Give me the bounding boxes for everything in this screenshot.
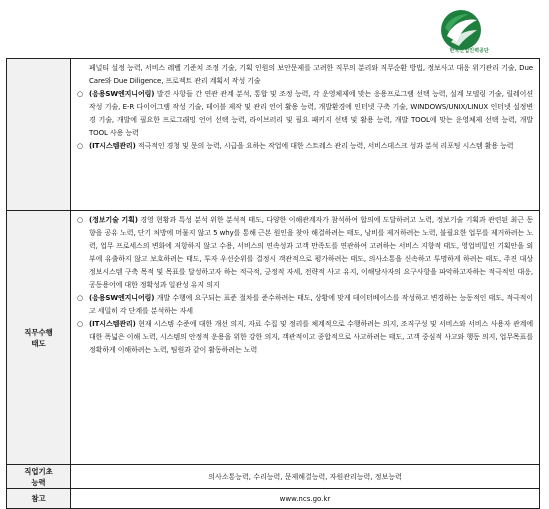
bullet-heading: (IT시스템관리): [89, 142, 136, 150]
bullet-mark: ○: [77, 216, 84, 224]
bullet-heading: (응용SW엔지니어링): [89, 294, 155, 302]
bullet-heading: (정보기술 기획): [89, 216, 138, 224]
table-row: [7, 489, 540, 509]
row-label-reference: 참고: [7, 489, 71, 509]
logo-text: 한국산업인력공단: [449, 48, 489, 54]
bullet-text: 현재 시스템 수준에 대한 개선 의지, 자료 수집 및 정리를 체계적으로 수행하려는 의지, 조직구성 및 서비스와 서비스 사용자 관계에 대한 폭넓은 이해 노력, 시스템의 안정적 운용을 위한 강한 의지, 객관적이고 종합적으로 사고하려는 태도, 고객 중심적 사고와 행동 의지, 업무목표를 정확하게 이해하려는 노력, 팀원과 같이 활동하려는 노력: [89, 320, 533, 354]
bullet-item: [77, 292, 533, 318]
bullet-item: [77, 88, 533, 140]
basic-skills-value: 의사소통능력, 수리능력, 문제해결능력, 자원관리능력, 정보능력: [71, 465, 540, 489]
bullet-item: [77, 318, 533, 357]
label-line: 태도: [31, 338, 46, 348]
knowledge-skill-cell: [71, 59, 540, 211]
row-label-basic-skills: [7, 465, 71, 489]
bullet-heading: (응용SW엔지니어링): [89, 90, 155, 98]
table-row: [7, 59, 540, 211]
label-line: 능력: [31, 477, 46, 487]
table-row: [7, 211, 540, 465]
competency-table: [6, 58, 540, 509]
bullet-text: 개발 수행에 요구되는 표준 절차를 준수하려는 태도, 상황에 맞게 데이터베이스를 작성하고 변경하는 능동적인 태도, 적극적이고 세밀히 각 단계를 분석하는 자세: [89, 294, 533, 315]
label-line: 직무수행: [24, 327, 53, 337]
reference-link[interactable]: www.ncs.go.kr: [71, 489, 540, 509]
bullet-item: [77, 214, 533, 292]
bullet-mark: ○: [77, 142, 84, 150]
continuation-text: 페널티 설정 능력, 서비스 레벨 기준치 조정 기술, 기획 인원의 보안문제를 고려한 직무의 분리와 직무순환 방법, 정보사고 대응 위기관리 기술, Due Care와 Due Diligence, 프로젝트 관리 계획서 작성 기술: [89, 64, 533, 85]
bullet-item: [77, 140, 533, 153]
bullet-text: 경영 현황과 특성 분석 위한 분석적 태도, 다양한 이해관계자가 참석하여 합의에 도달하려고 노력, 정보기술 기획과 관련된 최근 동향을 공유 노력, 단기 처방에 머물지 않고 5 why를 통해 근본 원인을 찾아 해결하려는 태도, 낭비를 제거하려는 노력, 불필요한 업무를 제거하려는 노력, 업무 프로세스의 변화에 저항하지 않고 수용, 서비스의 연속성과 고객 만족도를 연관하여 고려하는 서비스 지향적 태도, 영업비밀인 기획안을 외부에 유출하지 않고 보호하려는 태도, 투자 우선순위를 결정시 객관적으로 평가하려는 태도, 의사소통을 신속하고 투명하게 하려는 태도, 주진 대상 정보시스템 구축 목적 및 목표를 달성하고자 하는 적극적, 긍정적 자세, 전략적 사고 유지, 이해당사자의 요구사항을 파악하고자하는 적극적인 대응, 공동용어에 대한 정확성과 일관성 유지 의지: [89, 216, 533, 289]
bullet-mark: ○: [77, 90, 84, 98]
label-line: 직업기초: [24, 466, 53, 476]
table-row: [7, 465, 540, 489]
bullet-text: 발견 사항들 간 연관 관계 분석, 통합 및 조정 능력, 각 운영체제에 맞는 응용프로그램 선택 능력, 설계 모델링 기술, 릴레이션 작성 기술, E-R 다이어그램 작성 기술, 테이블 제작 및 관리 언어 활용 능력, 개발환경에 인터넷 구축 기술, WINDOWS/UNIX/LINUX 인터넷 설정변경 기술, 개발에 필요한 프로그래밍 언어 선택 능력, 라이브러리 및 필요 패키지 선택 및 활용 능력, 개발 TOOL에 맞는 운영체제 선택 능력, 개발 TOOL 사용 능력: [89, 90, 533, 137]
attitude-cell: [71, 211, 540, 465]
bullet-heading: (IT시스템관리): [89, 320, 136, 328]
row-label-attitude: [7, 211, 71, 465]
bullet-mark: ○: [77, 294, 84, 302]
ncs-leaf-logo-icon: [439, 8, 483, 52]
row-label-empty: [7, 59, 71, 211]
bullet-text: 적극적인 경청 및 문의 능력, 시급을 요하는 작업에 대한 스트레스 관리 능력, 서비스데스크 성과 분석 리포팅 시스템 활용 능력: [135, 142, 514, 150]
bullet-mark: ○: [77, 320, 84, 328]
